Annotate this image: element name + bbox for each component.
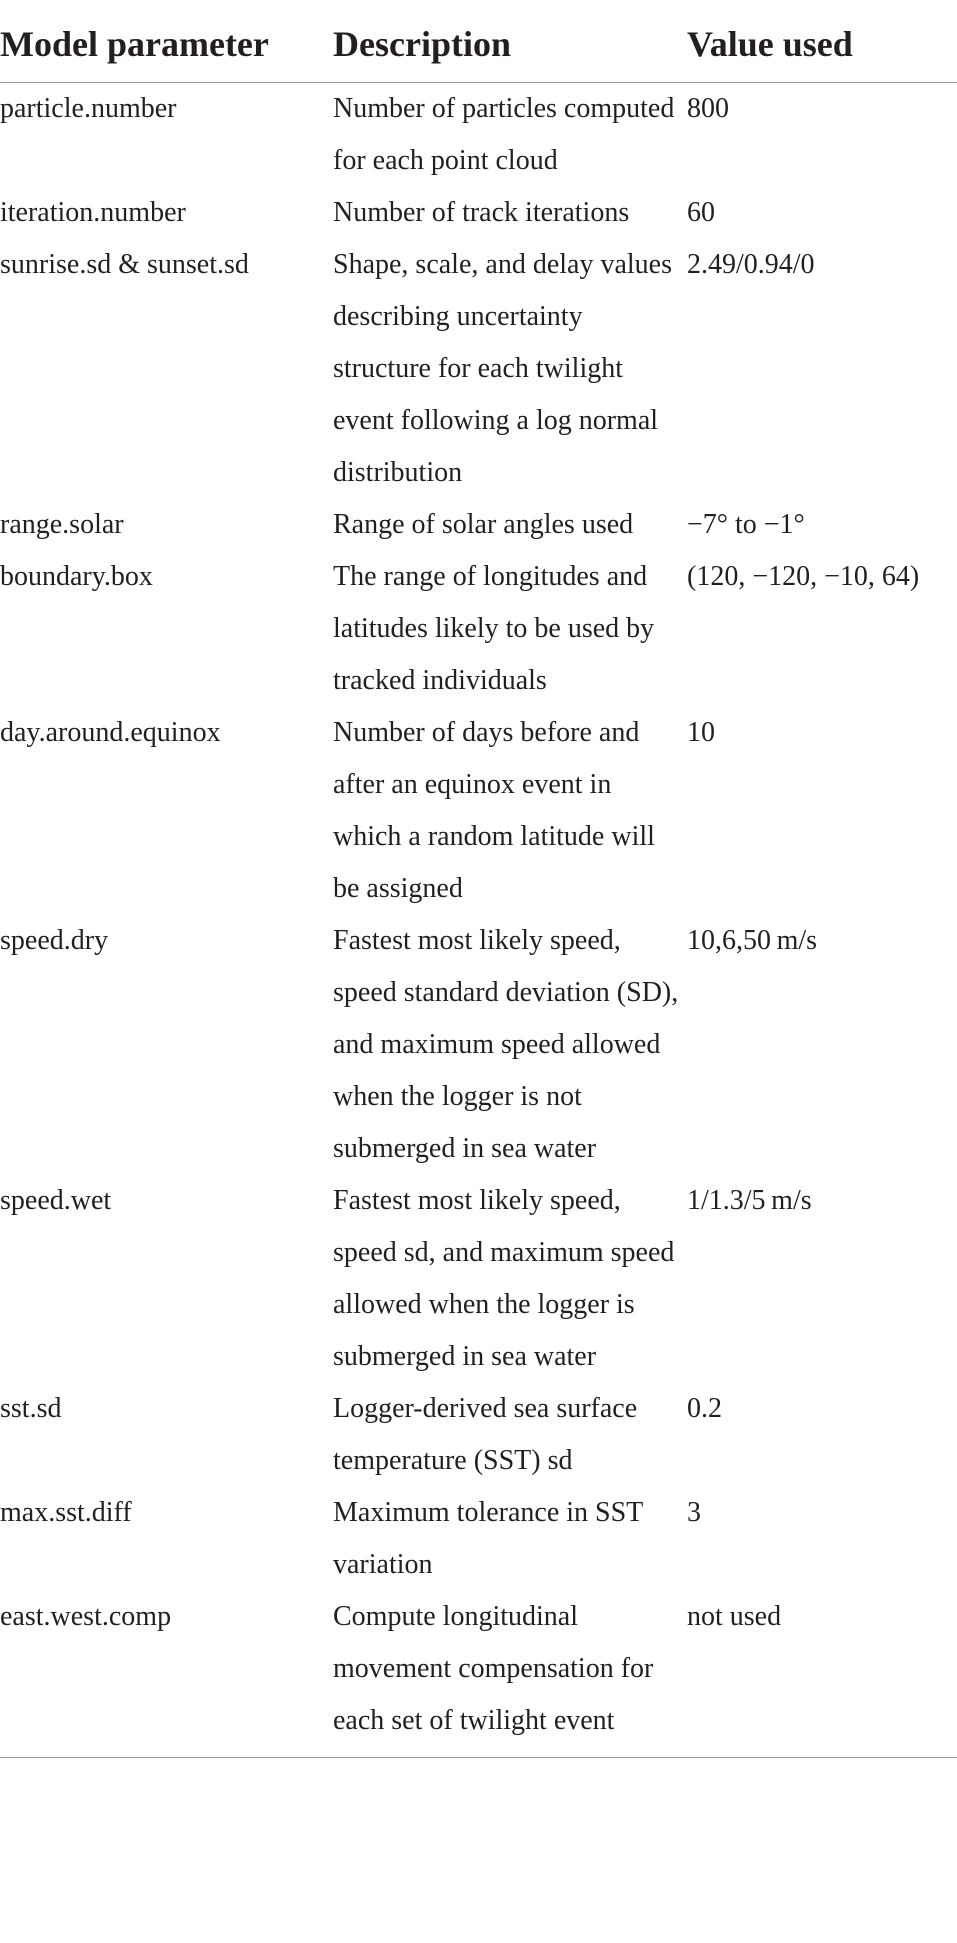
table-row — [0, 707, 957, 915]
description-cell: Maximum tolerance in SST variation — [333, 1497, 643, 1580]
description-cell: Logger-derived sea surface temperature (SST) sd — [333, 1393, 638, 1476]
parameter-cell: east.west.comp — [0, 1591, 333, 1758]
table-body — [0, 83, 957, 1758]
table-row — [0, 1487, 957, 1591]
parameter-cell: sunrise.sd & sunset.sd — [0, 249, 249, 280]
value-cell: not used — [687, 1591, 957, 1758]
value-cell: 2.49/0.94/0 — [687, 249, 815, 280]
table-row — [0, 499, 957, 551]
description-cell: Number of particles computed for each point cloud — [333, 93, 675, 176]
table-row — [0, 1591, 957, 1758]
parameter-cell: range.solar — [0, 509, 124, 540]
value-cell: −7° to −1° — [687, 509, 805, 540]
parameter-cell: speed.dry — [0, 925, 109, 956]
table-row — [0, 551, 957, 707]
header-model-parameter: Model parameter — [0, 14, 333, 83]
table-row — [0, 915, 957, 1175]
value-cell: 3 — [687, 1497, 701, 1528]
table-row — [0, 187, 957, 239]
value-cell: 10 — [687, 717, 715, 748]
description-cell: Fastest most likely speed, speed standard deviation (SD), and maximum speed allowed when the logger is not submerged in sea water — [333, 925, 679, 1164]
description-cell: Number of days before and after an equinox event in which a random latitude will be assigned — [333, 717, 655, 904]
value-cell: 1/1.3/5 m/s — [687, 1185, 812, 1216]
value-cell: 800 — [687, 93, 729, 124]
parameter-cell: iteration.number — [0, 197, 186, 228]
table-row — [0, 83, 957, 188]
description-cell: Compute longitudinal movement compensation for each set of twilight event — [333, 1591, 687, 1758]
table-row — [0, 1175, 957, 1383]
header-row — [0, 14, 957, 83]
parameter-cell: speed.wet — [0, 1185, 112, 1216]
parameter-cell: max.sst.diff — [0, 1497, 132, 1528]
model-parameter-table — [0, 14, 957, 1758]
table-row — [0, 1383, 957, 1487]
header-value-used: Value used — [687, 14, 957, 83]
value-cell: 60 — [687, 197, 715, 228]
parameter-cell: particle.number — [0, 93, 177, 124]
parameter-cell: sst.sd — [0, 1393, 62, 1424]
parameter-cell: boundary.box — [0, 561, 153, 592]
description-cell: The range of longitudes and latitudes likely to be used by tracked individuals — [333, 561, 655, 696]
description-cell: Range of solar angles used — [333, 509, 634, 540]
description-cell: Number of track iterations — [333, 197, 630, 228]
value-cell: (120, −120, −10, 64) — [687, 561, 920, 592]
value-cell: 0.2 — [687, 1393, 722, 1424]
table-row — [0, 239, 957, 499]
value-cell: 10,6,50 m/s — [687, 925, 818, 956]
description-cell: Shape, scale, and delay values describing uncertainty structure for each twilight event following a log normal distribution — [333, 249, 672, 488]
description-cell: Fastest most likely speed, speed sd, and maximum speed allowed when the logger is submerged in sea water — [333, 1185, 675, 1372]
parameter-cell: day.around.equinox — [0, 717, 221, 748]
table-header — [0, 14, 957, 83]
header-description: Description — [333, 14, 687, 83]
